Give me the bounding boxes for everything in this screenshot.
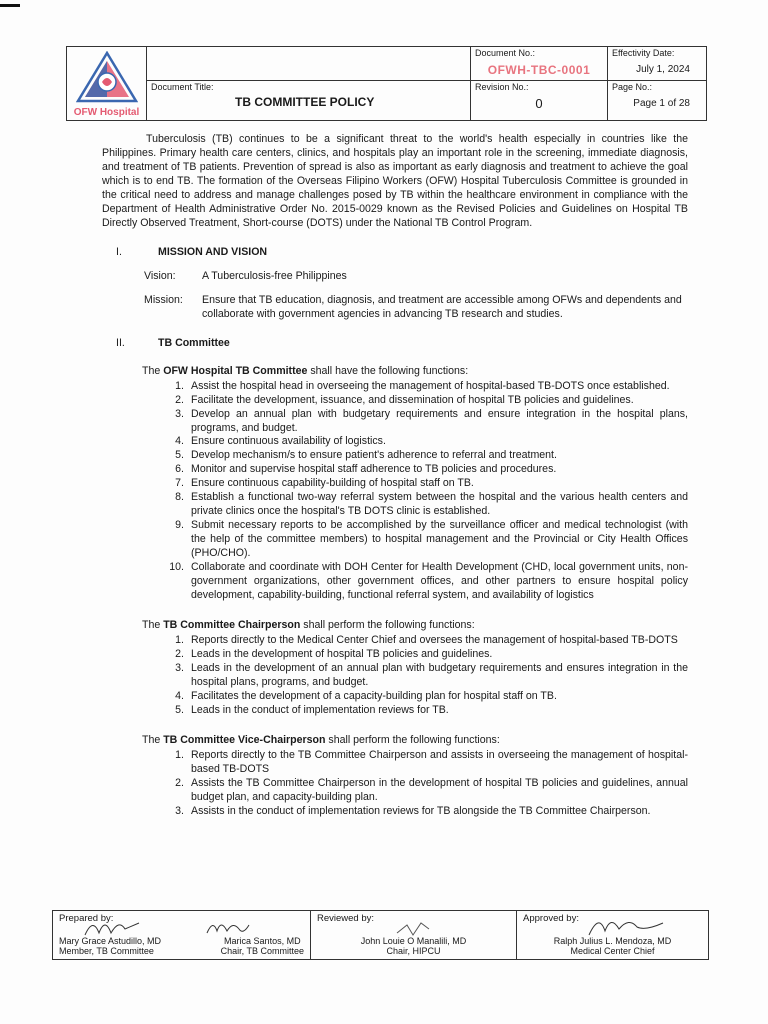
list-item-text: Submit necessary reports to be accomplished by the surveillance officer and medical technologist (with the help of the committee members) to hospital management and the Provincial or City Health Offices (PHO/CHO).	[191, 519, 688, 560]
signatory-prepared-2: Marica Santos, MD Chair, TB Committee	[220, 935, 304, 956]
committee-functions-list	[102, 380, 688, 604]
document-body	[102, 133, 688, 819]
list-item-number: 1.	[175, 379, 184, 392]
mission-text: Ensure that TB education, diagnosis, and treatment are accessible among OFWs and dependents and collaborate with government agencies in advancing TB research and studies.	[202, 293, 682, 320]
document-title: TB COMMITTEE POLICY	[235, 94, 375, 109]
bold-term: OFW Hospital TB Committee	[163, 364, 308, 377]
document-no-label: Document No.:	[475, 48, 536, 58]
list-item-number: 10.	[169, 561, 184, 574]
list-item	[160, 805, 688, 819]
list-item-text: Develop mechanism/s to ensure patient's adherence to referral and treatment.	[191, 449, 557, 462]
list-item-text: Leads in the development of hospital TB policies and guidelines.	[191, 648, 493, 661]
document-no-value: OFWH-TBC-0001	[487, 62, 591, 77]
list-item-text: Establish a functional two-way referral system between the hospital and the various health centers and private clinics once the hospital's TB DOTS clinic is established.	[191, 491, 688, 518]
list-item-number: 5.	[175, 449, 184, 462]
list-item-text: Reports directly to the TB Committee Chairperson and assists in overseeing the management of hospital-based TB-DOTS	[191, 748, 688, 775]
reviewed-by-label: Reviewed by:	[317, 913, 375, 924]
vision-text: A Tuberculosis-free Philippines	[202, 269, 347, 282]
list-item	[160, 648, 688, 662]
list-item-text: Collaborate and coordinate with DOH Center for Health Development (CHD, local government units, non-government organizations, other government offices, and other partners to ensure hospital policy development, capability-building, functional referral system, and availability of logistics	[191, 561, 688, 602]
chair-functions-list	[102, 634, 688, 718]
list-item-number: 6.	[175, 463, 184, 476]
list-item	[160, 704, 688, 718]
list-item	[160, 477, 688, 491]
list-item-number: 5.	[175, 703, 184, 716]
list-item-number: 4.	[175, 435, 184, 448]
list-item-number: 2.	[175, 393, 184, 406]
effectivity-label: Effectivity Date:	[612, 48, 675, 58]
list-item	[160, 519, 688, 561]
approved-by-label: Approved by:	[523, 913, 579, 924]
list-item-number: 7.	[175, 477, 184, 490]
mission-label: Mission:	[144, 293, 183, 306]
vice-chair-functions-intro: The TB Committee Vice-Chairperson shall perform the following functions:	[142, 733, 500, 746]
bold-term: TB Committee Vice-Chairperson	[163, 733, 326, 746]
list-item-number: 1.	[175, 634, 184, 647]
prepared-by-cell	[53, 911, 311, 960]
list-item	[160, 561, 688, 603]
scan-corner-mark	[0, 4, 20, 7]
list-item	[160, 491, 688, 519]
section-number: II.	[116, 336, 125, 349]
document-header-table	[66, 46, 707, 121]
intro-paragraph: Tuberculosis (TB) continues to be a significant threat to the world's health especially in countries like the Philippines. Primary health care centers, clinics, and hospitals play an important role in the screening, immediate diagnosis, and treatment of TB patients. Prevention of spread is also as important as early diagnosis and treatment to achieve the goal which is to end TB. The formation of the Overseas Filipino Workers (OFW) Hospital Tuberculosis Committee is grounded in the critical need to address and manage challenges posed by TB within the healthcare environment in compliance with the Department of Health Administrative Order No. 2015-0029 known as the Revised Policies and Guidelines on Hospital TB Directly Observed Treatment, Short-course (DOTS) under the National TB Control Program.	[102, 133, 688, 229]
logo-cell	[67, 47, 147, 121]
signatory-approved: Ralph Julius L. Mendoza, MD Medical Center Chief	[553, 935, 672, 956]
list-item-number: 1.	[175, 748, 184, 761]
list-item-number: 2.	[175, 776, 184, 789]
list-item-text: Reports directly to the Medical Center Chief and oversees the management of hospital-based TB-DOTS	[191, 634, 678, 647]
blank-header-cell	[147, 47, 471, 81]
list-item-text: Assist the hospital head in overseeing the management of hospital-based TB-DOTS once established.	[191, 379, 670, 392]
document-title-label: Document Title:	[151, 81, 214, 92]
chair-functions-intro: The TB Committee Chairperson shall perform the following functions:	[142, 619, 475, 632]
list-item-number: 3.	[175, 804, 184, 817]
revision-label: Revision No.:	[475, 81, 529, 92]
list-item-text: Monitor and supervise hospital staff adherence to TB policies and procedures.	[191, 463, 557, 476]
list-item-number: 2.	[175, 648, 184, 661]
revision-cell	[471, 80, 608, 120]
logo-text: OFW Hospital	[73, 106, 140, 118]
ofw-hospital-logo-icon	[76, 51, 138, 105]
vice-chair-functions-list	[102, 749, 688, 819]
list-item	[160, 749, 688, 777]
section-number: I.	[116, 245, 122, 258]
list-item	[160, 380, 688, 394]
list-item-number: 3.	[175, 662, 184, 674]
list-item-number: 9.	[175, 519, 184, 532]
effectivity-cell	[608, 47, 707, 81]
list-item-text: Facilitate the development, issuance, and dissemination of hospital TB policies and guidelines.	[191, 393, 634, 406]
vision-label: Vision:	[144, 269, 176, 282]
bold-term: TB Committee Chairperson	[163, 619, 301, 632]
list-item-text: Assists in the conduct of implementation reviews for TB alongside the TB Committee Chairperson.	[191, 804, 651, 817]
page-no-cell	[608, 80, 707, 120]
vision-row	[144, 270, 688, 284]
list-item-text: Ensure continuous capability-building of hospital staff on TB.	[191, 477, 474, 490]
section-title: MISSION AND VISION	[158, 245, 268, 258]
list-item-number: 3.	[175, 407, 184, 420]
prepared-by-label: Prepared by:	[59, 913, 114, 924]
list-item-text: Leads in the conduct of implementation reviews for TB.	[191, 703, 449, 716]
page-no: Page 1 of 28	[633, 97, 690, 109]
list-item	[160, 435, 688, 449]
section-title: TB Committee	[158, 336, 230, 349]
list-item	[160, 662, 688, 690]
document-no-cell	[471, 47, 608, 81]
reviewed-by-cell	[311, 911, 517, 960]
list-item-text: Facilitates the development of a capacity-building plan for hospital staff on TB.	[191, 689, 557, 702]
list-item	[160, 463, 688, 477]
list-item-text: Leads in the development of an annual plan with budgetary requirements and ensures integration in the hospital plans, programs, and budget.	[191, 662, 688, 688]
list-item-number: 4.	[175, 689, 184, 702]
list-item	[160, 394, 688, 408]
list-item	[160, 408, 688, 436]
signatory-prepared-1: Mary Grace Astudillo, MD Member, TB Committee	[59, 935, 162, 956]
section-heading-tb-committee	[102, 337, 688, 351]
list-item	[160, 777, 688, 805]
document-title-cell	[147, 80, 471, 120]
list-item-text: Develop an annual plan with budgetary requirements and ensure integration in the hospital plans, programs, and budget.	[191, 407, 688, 434]
list-item	[160, 634, 688, 648]
committee-functions-intro: The OFW Hospital TB Committee shall have the following functions:	[142, 364, 469, 377]
list-item-text: Assists the TB Committee Chairperson in the development of hospital TB policies and guidelines, annual budget plan, and capacity-building plan.	[191, 776, 688, 803]
signatory-reviewed: John Louie O Manalili, MD Chair, HIPCU	[360, 935, 467, 956]
list-item-number: 8.	[175, 491, 184, 504]
list-item	[160, 690, 688, 704]
effectivity-date: July 1, 2024	[636, 63, 690, 75]
revision-no: 0	[535, 95, 543, 111]
approved-by-cell	[517, 911, 709, 960]
list-item	[160, 449, 688, 463]
signature-footer-table	[52, 910, 709, 960]
section-heading-mission-vision	[102, 246, 688, 260]
list-item-text: Ensure continuous availability of logistics.	[191, 435, 386, 448]
mission-row	[144, 294, 688, 322]
page-label: Page No.:	[612, 81, 653, 92]
